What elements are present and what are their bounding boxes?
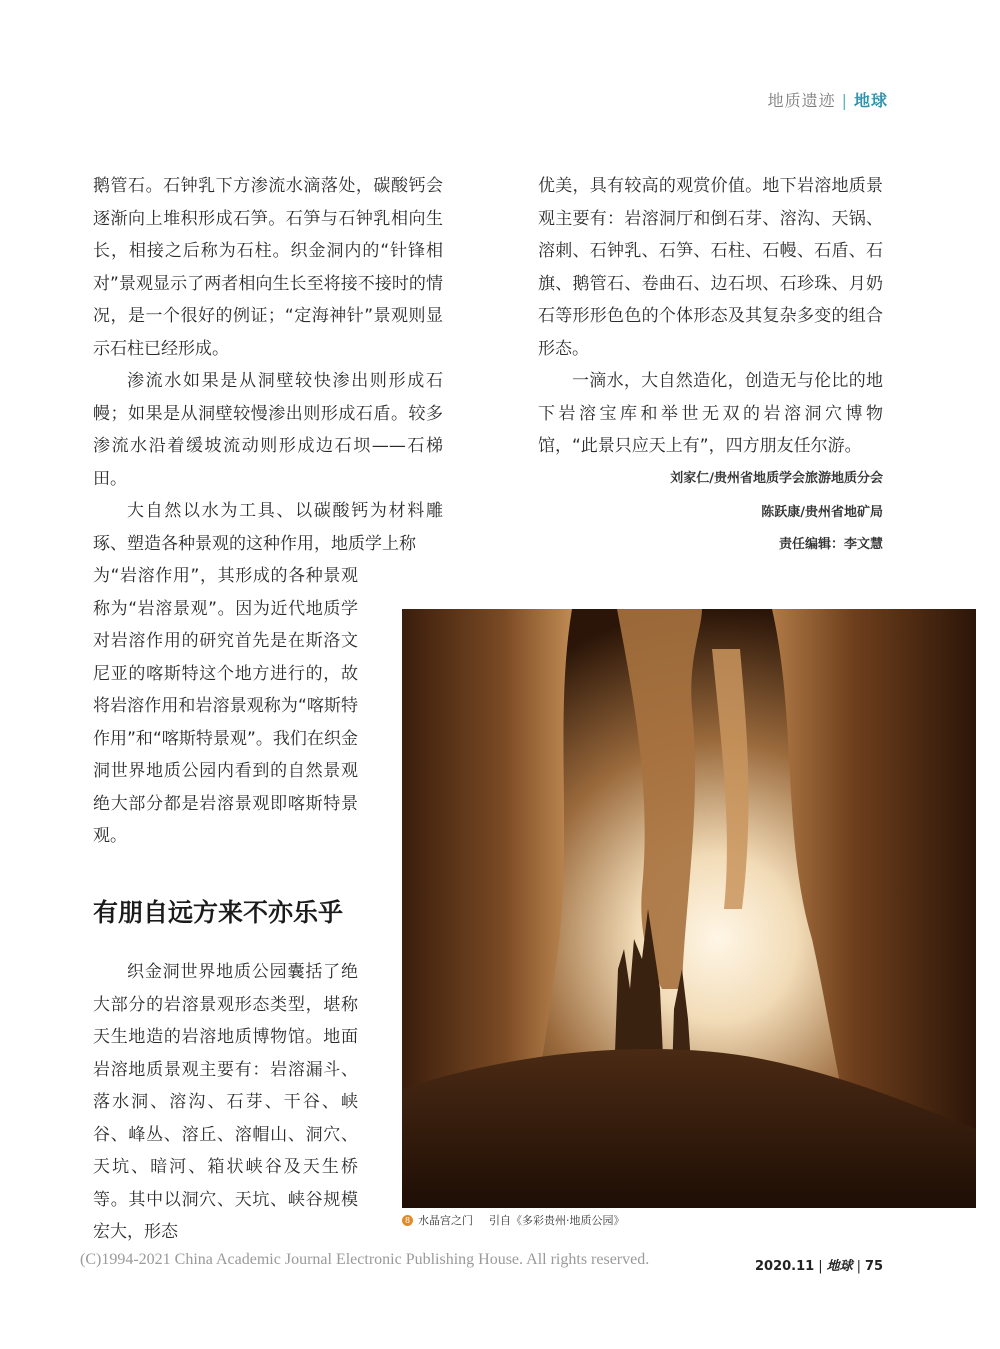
caption-number: 8 <box>402 1215 413 1226</box>
paragraph: 一滴水，大自然造化，创造无与伦比的地下岩溶宝库和举世无双的岩溶洞穴博物馆，“此景只应天上有”，四方朋友任尔游。 <box>538 371 883 456</box>
left-column-middle <box>93 560 358 853</box>
left-column-top <box>93 170 443 560</box>
caption-source: 引自《多彩贵州·地质公园》 <box>489 1214 625 1227</box>
photo-caption <box>402 1212 625 1228</box>
copyright-notice: (C)1994-2021 China Academic Journal Electronic Publishing House. All rights reserved. <box>80 1251 650 1268</box>
magazine-brand: 地球 <box>853 91 888 110</box>
paragraph: 织金洞世界地质公园囊括了绝大部分的岩溶景观形态类型，堪称天生地造的岩溶地质博物馆。地面岩溶地质景观主要有：岩溶漏斗、落水洞、溶沟、石芽、干谷、峡谷、峰丛、溶丘、溶帽山、洞穴、天坑、暗河、箱状峡谷及天生桥等。其中以洞穴、天坑、峡谷规模宏大，形态 <box>93 962 358 1242</box>
issue-number: 2020.11 <box>755 1259 815 1274</box>
header-separator: | <box>841 91 848 110</box>
cave-photo <box>402 609 976 1208</box>
running-head <box>768 88 888 111</box>
paragraph: 大自然以水为工具、以碳酸钙为材料雕琢、塑造各种景观的这种作用，地质学上称 <box>93 501 443 554</box>
section-heading: 有朋自远方来不亦乐乎 <box>93 898 344 927</box>
author-byline: 刘家仁/贵州省地质学会旅游地质分会 <box>670 471 883 486</box>
paragraph: 优美，具有较高的观赏价值。地下岩溶地质景观主要有：岩溶洞厅和倒石芽、溶沟、天锅、溶刺、石钟乳、石笋、石柱、石幔、石盾、石旗、鹅管石、卷曲石、边石坝、石珍珠、月奶石等形形色色的个体形态及其复杂多变的组合形态。 <box>538 176 883 359</box>
page-folio: 2020.11 | 地球 | 75 <box>755 1259 884 1274</box>
folio-magazine: 地球 <box>826 1259 853 1274</box>
paragraph: 鹅管石。石钟乳下方渗流水滴落处，碳酸钙会逐渐向上堆积形成石笋。石笋与石钟乳相向生长，相接之后称为石柱。织金洞内的“针锋相对”景观显示了两者相向生长至将接不接时的情况，是一个很好的例证；“定海神针”景观则显示石柱已经形成。 <box>93 176 443 359</box>
right-column-top <box>538 170 883 463</box>
page-number: 75 <box>865 1259 884 1274</box>
section-name: 地质遗迹 <box>767 91 836 110</box>
author-byline: 陈跃康/贵州省地矿局 <box>761 505 883 520</box>
editor-credit: 责任编辑：李文慧 <box>778 537 883 552</box>
paragraph: 为“岩溶作用”，其形成的各种景观称为“岩溶景观”。因为近代地质学对岩溶作用的研究首先是在斯洛文尼亚的喀斯特这个地方进行的，故将岩溶作用和岩溶景观称为“喀斯特作用”和“喀斯特景观”。我们在织金洞世界地质公园内看到的自然景观绝大部分都是岩溶景观即喀斯特景观。 <box>93 566 358 846</box>
caption-title: 水晶宫之门 <box>418 1214 473 1227</box>
paragraph: 渗流水如果是从洞壁较快渗出则形成石幔；如果是从洞壁较慢渗出则形成石盾。较多渗流水沿着缓坡流动则形成边石坝——石梯田。 <box>93 371 443 489</box>
left-column-bottom <box>93 956 358 1249</box>
